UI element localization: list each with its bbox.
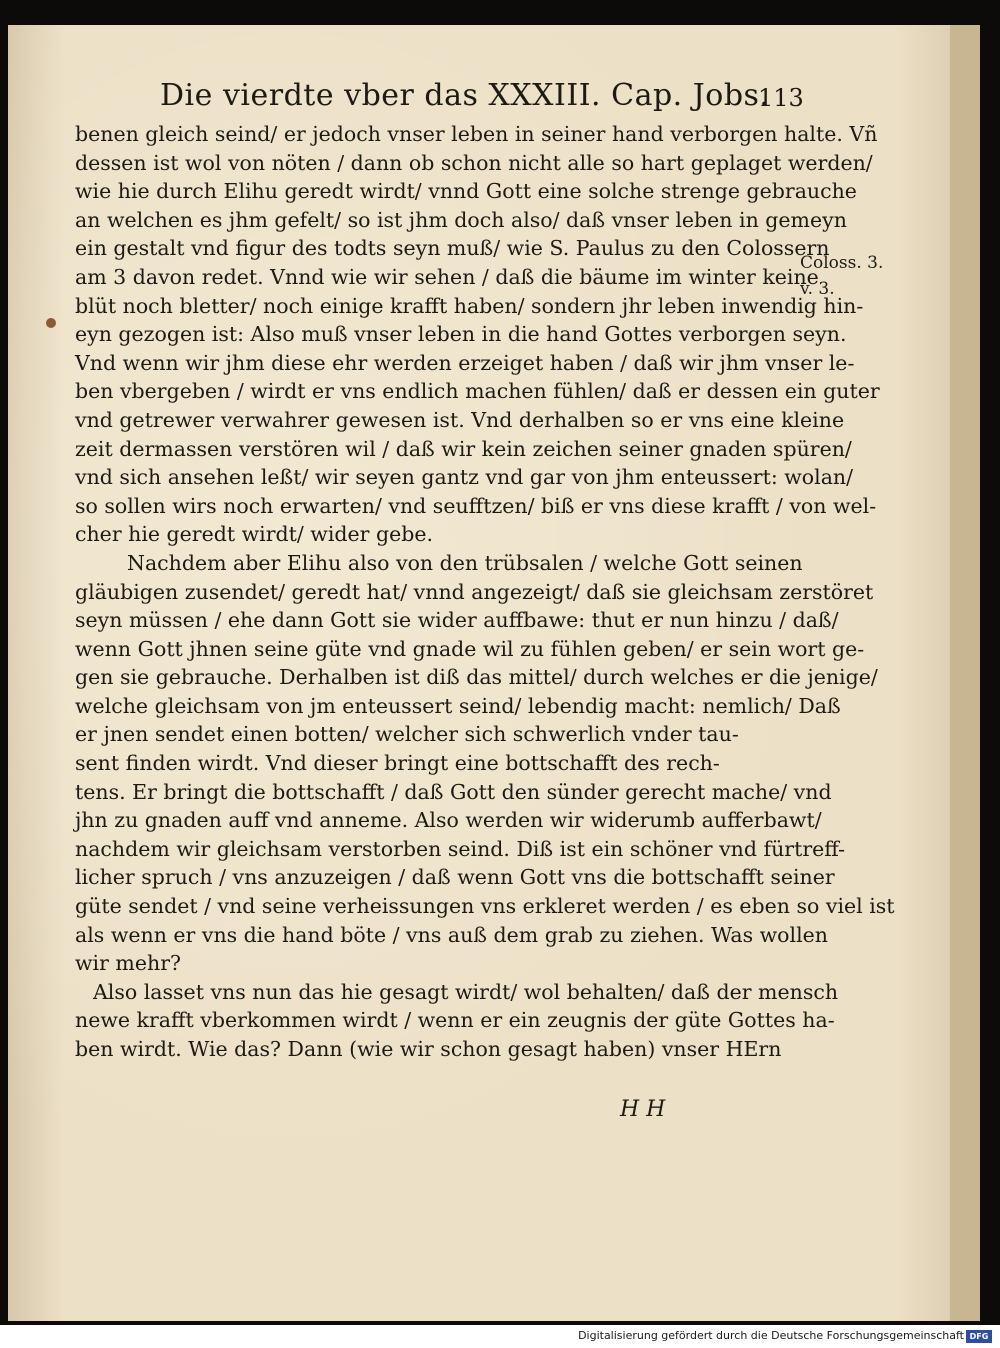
running-head: Die vierdte vber das XXXIII. Cap. Jobs.: [160, 78, 770, 113]
text-line: seyn müssen / ehe dann Gott sie wider auffbawe: thut er nun hinzu / daß/: [75, 608, 839, 633]
text-line: ben vbergeben / wirdt er vns endlich machen fühlen/ daß er dessen ein guter: [75, 379, 880, 404]
text-line: er jnen sendet einen botten/ welcher sich schwerlich vnder tau-: [75, 722, 739, 747]
text-line: dessen ist wol von nöten / dann ob schon nicht alle so hart geplaget werden/: [75, 150, 873, 175]
page-edge: [950, 25, 980, 1321]
text-line: güte sendet / vnd seine verheissungen vns erkleret werden / es eben so viel ist: [75, 894, 895, 919]
page-number: 113: [758, 84, 804, 112]
text-line: ben wirdt. Wie das? Dann (wie wir schon gesagt haben) vnser HErn: [75, 1037, 782, 1061]
text-line: als wenn er vns die hand böte / vns auß dem grab zu ziehen. Was wollen: [75, 922, 828, 947]
text-line: sent finden wirdt. Vnd dieser bringt eine bottschafft des rech-: [75, 751, 720, 776]
ink-spot: [46, 318, 56, 328]
text-line: vnd sich ansehen leßt/ wir seyen gantz vnd gar von jhm enteussert: wolan/: [75, 465, 854, 490]
text-line: wie hie durch Elihu geredt wirdt/ vnnd Gott eine solche strenge gebrauche: [75, 179, 857, 204]
text-line: wir mehr?: [75, 951, 181, 976]
text-line: benen gleich seind/ er jedoch vnser leben in seiner hand verborgen halte. Vñ: [75, 122, 878, 146]
text-line: wenn Gott jhnen seine güte vnd gnade wil zu fühlen geben/ er sein wort ge-: [75, 636, 865, 661]
text-line: am 3 davon redet. Vnnd wie wir sehen / daß die bäume im winter keine: [75, 264, 819, 289]
dfg-logo-icon: DFG: [966, 1330, 992, 1343]
text-line: newe krafft vberkommen wirdt / wenn er ein zeugnis der güte Gottes ha-: [75, 1008, 835, 1033]
text-line: eyn gezogen ist: Also muß vnser leben in die hand Gottes verborgen seyn.: [75, 322, 847, 347]
text-line: vnd getrewer verwahrer gewesen ist. Vnd derhalben so er vns eine kleine: [75, 407, 845, 432]
text-line: Vnd wenn wir jhm diese ehr werden erzeiget haben / daß wir jhm vnser le-: [75, 350, 855, 375]
text-line: gen sie gebrauche. Derhalben ist diß das mittel/ durch welches er die jenige/: [75, 665, 878, 690]
marginal-note: Coloss. 3.: [800, 253, 884, 273]
text-line: tens. Er bringt die bottschafft / daß Gott den sünder gerecht mache/ vnd: [75, 779, 832, 804]
text-line: ein gestalt vnd figur des todts seyn muß/ wie S. Paulus zu den Colossern: [75, 236, 830, 261]
text-line: Also lasset vns nun das hie gesagt wirdt/ wol behalten/ daß der mensch: [93, 979, 839, 1004]
funding-credit: Digitalisierung gefördert durch die Deutsche Forschungsgemeinschaft: [578, 1329, 964, 1342]
marginal-note: v. 3.: [800, 279, 835, 299]
catchword: H H: [620, 1097, 666, 1122]
text-line: jhn zu gnaden auff vnd anneme. Also werden wir widerumb aufferbawt/: [75, 808, 822, 833]
text-line: an welchen es jhm gefelt/ so ist jhm doch also/ daß vnser leben in gemeyn: [75, 207, 847, 232]
text-line: blüt noch bletter/ noch einige krafft haben/ sondern jhr leben inwendig hin-: [75, 293, 864, 318]
text-line: cher hie geredt wirdt/ wider gebe.: [75, 522, 433, 547]
text-line: zeit dermassen verstören wil / daß wir kein zeichen seiner gnaden spüren/: [75, 436, 852, 461]
text-line: gläubigen zusendet/ geredt hat/ vnnd angezeigt/ daß sie gleichsam zerstöret: [75, 579, 874, 604]
text-line: welche gleichsam von jm enteussert seind/ lebendig macht: nemlich/ Daß: [75, 693, 841, 718]
text-line: Nachdem aber Elihu also von den trübsalen / welche Gott seinen: [127, 550, 803, 575]
text-line: so sollen wirs noch erwarten/ vnd seufftzen/ biß er vns diese krafft / von wel-: [75, 493, 877, 518]
text-line: nachdem wir gleichsam verstorben seind. Diß ist ein schöner vnd fürtreff-: [75, 836, 846, 861]
text-line: licher spruch / vns anzuzeigen / daß wenn Gott vns die bottschafft seiner: [75, 865, 835, 890]
